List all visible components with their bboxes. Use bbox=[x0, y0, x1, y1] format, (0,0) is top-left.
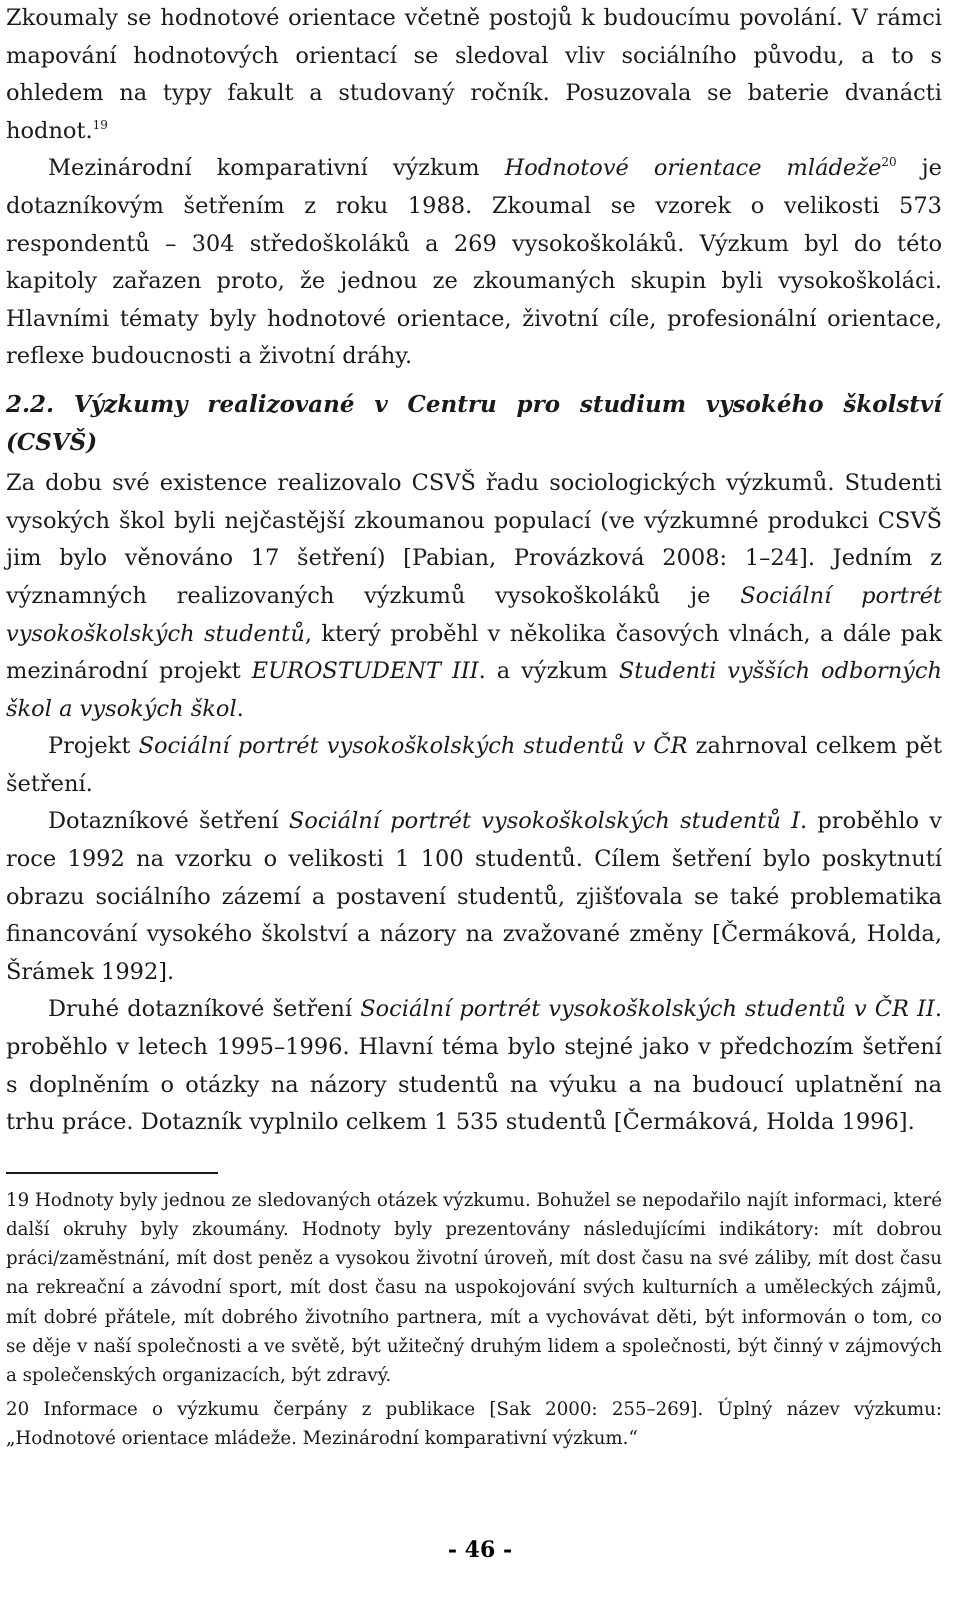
paragraph-3-text-d: . bbox=[236, 695, 244, 722]
paragraph-4 bbox=[6, 728, 942, 803]
page-content bbox=[6, 0, 942, 1459]
paragraph-6-italic: Sociální portrét vysokoškolských studentů v ČR II bbox=[360, 996, 935, 1023]
paragraph-2-text-a: Mezinárodní komparativní výzkum bbox=[48, 155, 505, 182]
paragraph-6-text-a: Druhé dotazníkové šetření bbox=[48, 996, 361, 1023]
paragraph-6-text-b: . proběhlo v letech 1995–1996. Hlavní téma bylo stejné jako v předchozím šetření s doplněním o otázky na názory studentů na výuku a na budoucí uplatnění na trhu práce. Dotazník vyplnilo celkem 1 535 studentů [Čermáková, Holda 1996]. bbox=[6, 996, 942, 1136]
paragraph-4-italic: Sociální portrét vysokoškolských studentů v ČR bbox=[138, 733, 688, 760]
footnote-20: 20 Informace o výzkumu čerpány z publikace [Sak 2000: 255–269]. Úplný název výzkumu: „Hodnotové orientace mládeže. Mezinárodní komparativní výzkum.“ bbox=[6, 1399, 942, 1450]
paragraph-5 bbox=[6, 803, 942, 991]
body-text bbox=[6, 0, 942, 1142]
paragraph-1 bbox=[6, 0, 942, 150]
paragraph-3-text-a: Za dobu své existence realizovalo CSVŠ řadu sociologických výzkumů. Studenti vysokých škol byli nejčastější zkoumanou populací (ve výzkumné produkci CSVŠ jim bylo věnováno 17 šetření) [Pabian, Provázková 2008: 1–24]. Jedním z významných realizovaných výzkumů vysokoškoláků je bbox=[6, 470, 942, 609]
paragraph-1-text: Zkoumaly se hodnotové orientace včetně postojů k budoucímu povolání. V rámci mapování hodnotových orientací se sledoval vliv sociálního původu, a to s ohledem na typy fakult a studovaný ročník. Posuzovala se baterie dvanácti hodnot. bbox=[6, 5, 942, 144]
paragraph-4-text-a: Projekt bbox=[48, 733, 139, 760]
footnote-ref-20[interactable]: 20 bbox=[881, 155, 897, 170]
footnote-ref-19[interactable]: 19 bbox=[92, 117, 108, 132]
section-heading: 2.2. Výzkumy realizované v Centru pro studium vysokého školství (CSVŠ) bbox=[6, 390, 942, 456]
paragraph-3-text-b: , který proběhl v několika časových vlnách, a dále pak mezinárodní projekt bbox=[6, 620, 942, 685]
paragraph-2-text-b: je dotazníkovým šetřením z roku 1988. Zkoumal se vzorek o velikosti 573 respondentů – 304 středoškoláků a 269 vysokoškoláků. Výzkum byl do této kapitoly zařazen proto, že jednou ze zkoumaných skupin byli vysokoškoláci. Hlavními tématy byly hodnotové orientace, životní cíle, profesionální orientace, reflexe budoucnosti a životní dráhy. bbox=[6, 155, 942, 370]
paragraph-5-text-a: Dotazníkové šetření bbox=[48, 808, 289, 835]
footnotes bbox=[6, 1186, 942, 1454]
paragraph-3 bbox=[6, 465, 942, 728]
paragraph-6 bbox=[6, 991, 942, 1141]
paragraph-3-text-c: . a výzkum bbox=[478, 658, 619, 685]
paragraph-4-text-b: zahrnoval celkem pět šetření. bbox=[6, 733, 942, 797]
paragraph-2 bbox=[6, 150, 942, 376]
page-number: - 46 - bbox=[447, 1537, 513, 1563]
paragraph-3-italic-1: Sociální portrét vysokoškolských studentů bbox=[6, 582, 942, 647]
footnote-19: 19 Hodnoty byly jednou ze sledovaných otázek výzkumu. Bohužel se nepodařilo najít informaci, které další okruhy byly zkoumány. Hodnoty byly prezentovány následujícími indikátory: mít dobrou práci/zaměstnání, mít dost peněz a vysokou životní úroveň, mít dost času na své záliby, mít dost času na rekreační a závodní sport, mít dost času na uspokojování svých kulturních a uměleckých zájmů, mít dobré přátele, mít dobrého životního partnera, mít a vychovávat děti, být informován o tom, co se děje v naší společnosti a ve světě, být užitečný druhým lidem a společnosti, být činný v zájmových a společenských organizacích, být zdravý. bbox=[6, 1189, 942, 1387]
paragraph-2-italic: Hodnotové orientace mládeže bbox=[504, 155, 882, 182]
paragraph-3-italic-3: Studenti vyšších odborných škol a vysokých škol bbox=[6, 658, 942, 722]
footnote-divider bbox=[6, 1172, 218, 1174]
paragraph-5-italic: Sociální portrét vysokoškolských studentů I bbox=[288, 808, 801, 835]
paragraph-5-text-b: . proběhlo v roce 1992 na vzorku o velikosti 1 100 studentů. Cílem šetření bylo poskytnutí obrazu sociálního zázemí a postavení studentů, zjišťovala se také problematika financování vysokého školství a názory na zvažované změny [Čermáková, Holda, Šrámek 1992]. bbox=[6, 808, 942, 985]
paragraph-3-italic-2: EUROSTUDENT III bbox=[251, 658, 479, 685]
